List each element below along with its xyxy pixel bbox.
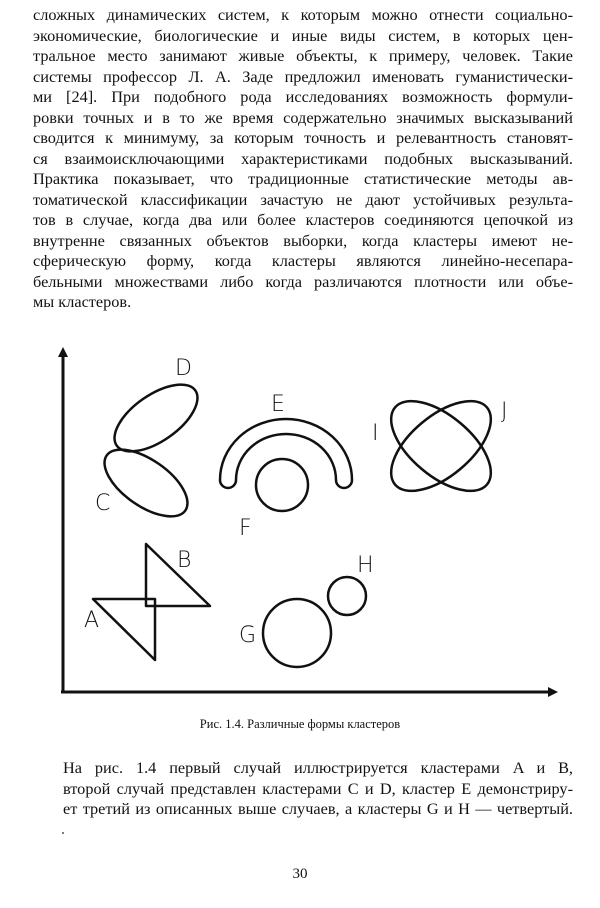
- text-line: Практика показывает, что традиционные статистические методы ав-: [33, 169, 573, 188]
- text-line: мы кластеров.: [33, 292, 132, 311]
- page-number: 30: [292, 866, 308, 882]
- text-line: На рис. 1.4 первый случай иллюстрируется кластерами A и B,: [63, 758, 573, 777]
- cluster-label-c: C: [95, 491, 111, 516]
- cluster-shapes-figure: [48, 340, 568, 705]
- text-line: экономические, биологические и иные виды систем, в которых цен-: [33, 25, 573, 45]
- text-line: сложных динамических систем, к которым можно отнести социально-: [33, 5, 573, 24]
- text-line: ся взаимоисключающими характеристиками подобных высказываний.: [33, 148, 573, 168]
- cluster-g-circle: [263, 599, 331, 667]
- cluster-label-b: B: [177, 548, 192, 573]
- cluster-j-ellipse: [376, 384, 506, 507]
- figure-caption: Рис. 1.4. Различные формы кластеров: [199, 717, 401, 731]
- body-paragraph-2: [33, 758, 573, 820]
- text-line: сводится к минимуму, за которым точность и релевантность становят-: [33, 128, 573, 147]
- body-paragraph-1: [33, 5, 573, 313]
- text-line: ет третий из описанных выше случаев, а кластеры G и H — четвертый.: [63, 799, 573, 818]
- cluster-label-d: D: [175, 356, 192, 381]
- cluster-label-i: I: [372, 421, 379, 446]
- cluster-label-a: A: [84, 608, 100, 633]
- text-line: ровки точных и в то же время содержательно значимых высказываний: [33, 107, 573, 127]
- cluster-i-ellipse: [376, 384, 506, 507]
- cluster-f-circle: [256, 459, 308, 511]
- cluster-label-e: E: [271, 392, 285, 417]
- cluster-label-f: F: [239, 516, 252, 541]
- cluster-a-triangle: [93, 599, 155, 660]
- cluster-label-h: H: [357, 553, 374, 578]
- cluster-label-j: J: [501, 399, 508, 424]
- text-line: внутренне связанных объектов выборки, когда кластеры имеют не-: [33, 230, 573, 250]
- cluster-e-arch: [220, 419, 352, 488]
- cluster-label-g: G: [239, 623, 257, 648]
- text-line: второй случай представлен кластерами C и D, кластер E демонстриру-: [63, 778, 573, 798]
- text-line: томатической классификации зачастую не дают устойчивых результа-: [33, 189, 573, 209]
- text-line: ми [24]. При подобного рода исследованиях возможность формули-: [33, 87, 573, 106]
- text-line: системы профессор Л. А. Заде предложил именовать гуманистически-: [33, 66, 573, 86]
- cluster-h-circle: [328, 577, 366, 615]
- scan-speck: [62, 832, 64, 834]
- text-line: тов в случае, когда два или более кластеров соединяются цепочкой из: [33, 210, 573, 229]
- text-line: бельными множествами либо когда различаются плотности или объе-: [33, 271, 573, 291]
- text-line: тральное место занимают живые объекты, к примеру, человек. Такие: [33, 46, 573, 65]
- text-line: сферическую форму, когда кластеры являются линейно-несепара-: [33, 251, 573, 270]
